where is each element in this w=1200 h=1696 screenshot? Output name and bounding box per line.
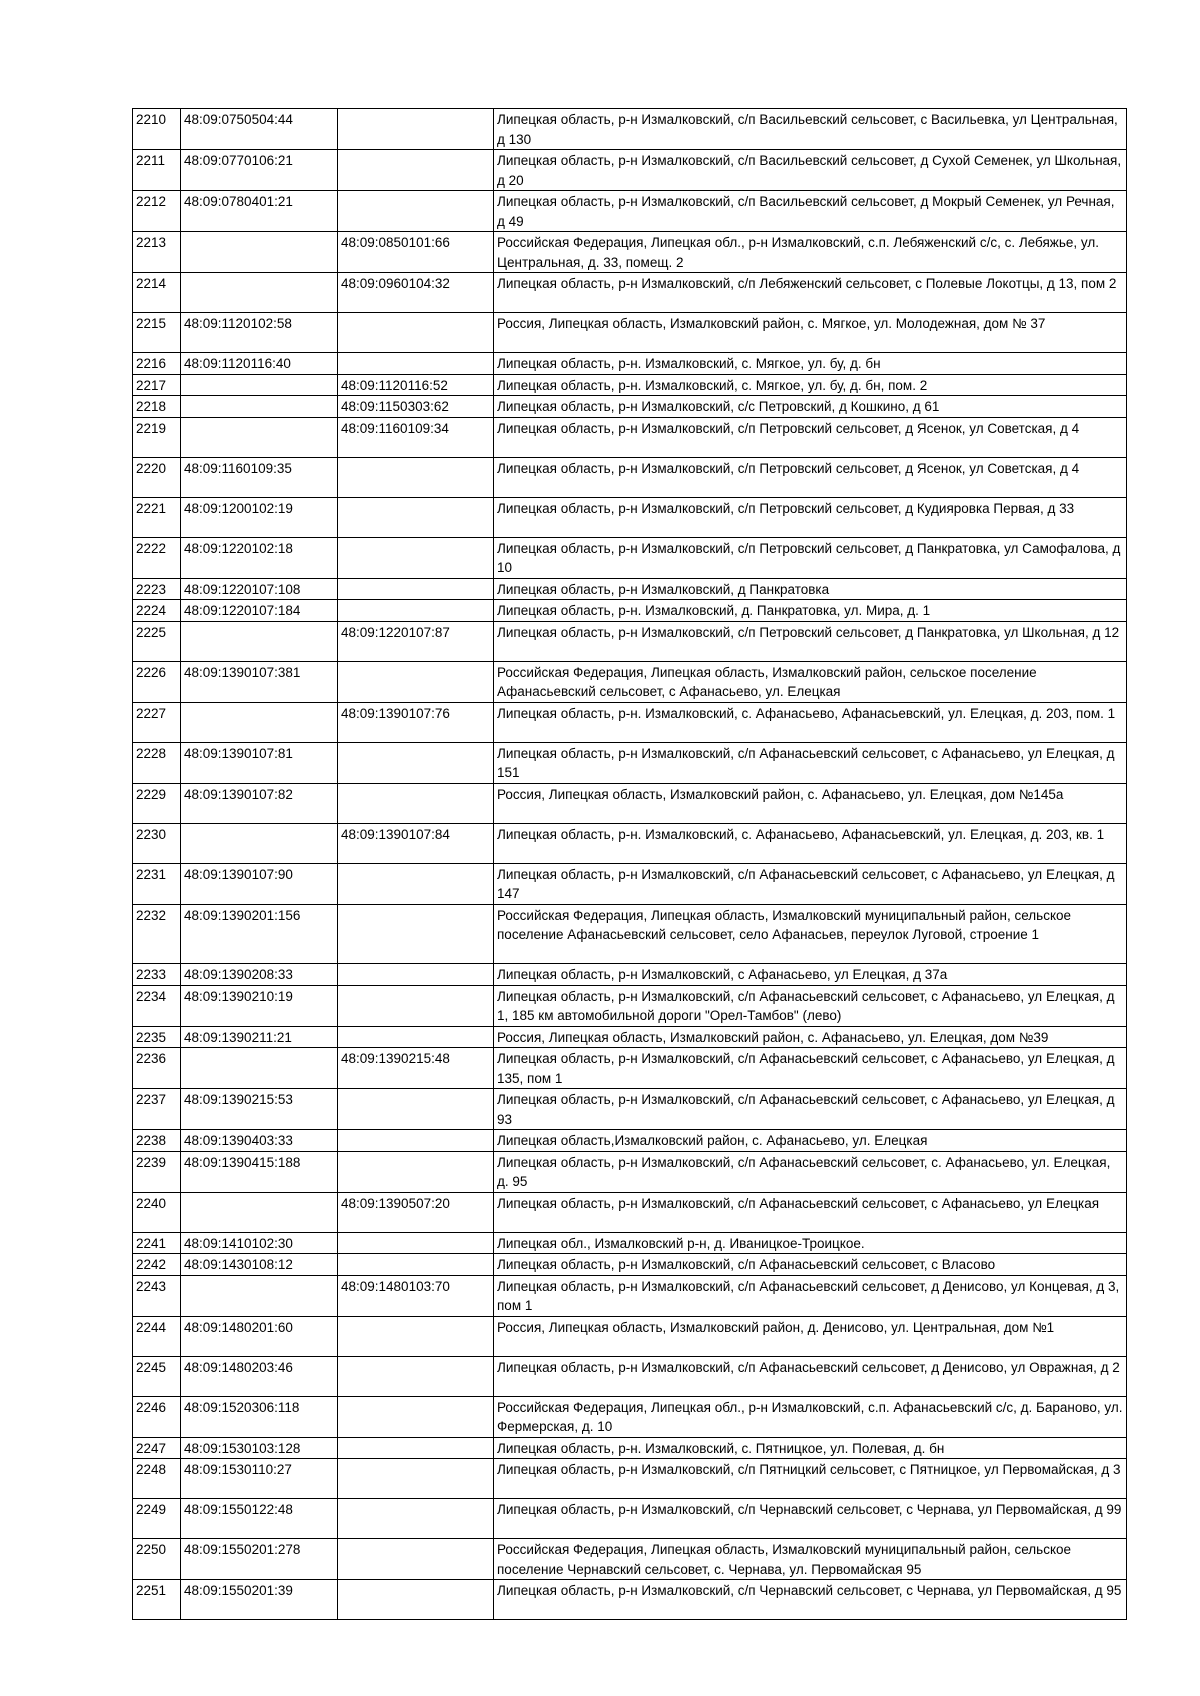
row-number-cell: 2247 (133, 1437, 181, 1459)
table-row (133, 417, 1127, 457)
address-cell: Липецкая область, р-н Измалковский, с/п Афанасьевский сельсовет, с. Афанасьево, ул. Елецкая, д. 95 (494, 1151, 1127, 1192)
row-number-cell: 2235 (133, 1026, 181, 1048)
table-row (133, 457, 1127, 497)
cadastral-number-cell: 48:09:1390107:82 (181, 783, 338, 823)
row-number-cell: 2223 (133, 578, 181, 600)
cadastral-number-cell: 48:09:1390208:33 (181, 964, 338, 986)
premises-cadastral-number-cell (338, 353, 494, 375)
cadastral-number-cell: 48:09:1390107:381 (181, 661, 338, 702)
premises-cadastral-number-cell: 48:09:1120116:52 (338, 374, 494, 396)
cadastral-number-cell (181, 1192, 338, 1232)
table-row (133, 1275, 1127, 1316)
table-row (133, 742, 1127, 783)
address-cell: Россия, Липецкая область, Измалковский район, д. Денисово, ул. Центральная, дом №1 (494, 1316, 1127, 1356)
row-number-cell: 2240 (133, 1192, 181, 1232)
row-number-cell: 2216 (133, 353, 181, 375)
row-number-cell: 2238 (133, 1130, 181, 1152)
address-cell: Липецкая область, р-н Измалковский, с/п Афанасьевский сельсовет, с Афанасьево, ул Елецкая, д 1, 185 км автомобильной дороги "Орел-Тамбов" (лево) (494, 985, 1127, 1026)
row-number-cell: 2221 (133, 497, 181, 537)
address-cell: Липецкая область, р-н Измалковский, с/п Афанасьевский сельсовет, с Афанасьево, ул Елецкая, д 151 (494, 742, 1127, 783)
table-row (133, 150, 1127, 191)
registry-table-body (133, 109, 1127, 1620)
address-cell: Липецкая область, р-н Измалковский, с/п Лебяженский сельсовет, с Полевые Локотцы, д 13, пом 2 (494, 273, 1127, 313)
premises-cadastral-number-cell: 48:09:0960104:32 (338, 273, 494, 313)
address-cell: Липецкая область, р-н. Измалковский, с. Афанасьево, Афанасьевский, ул. Елецкая, д. 203, пом. 1 (494, 702, 1127, 742)
cadastral-number-cell: 48:09:0780401:21 (181, 191, 338, 232)
cadastral-number-cell: 48:09:1390415:188 (181, 1151, 338, 1192)
row-number-cell: 2231 (133, 863, 181, 904)
address-cell: Липецкая область, р-н Измалковский, с/п Афанасьевский сельсовет, с Афанасьево, ул Елецкая, д 93 (494, 1089, 1127, 1130)
cadastral-number-cell: 48:09:1480203:46 (181, 1356, 338, 1396)
premises-cadastral-number-cell: 48:09:1390507:20 (338, 1192, 494, 1232)
address-cell: Липецкая область, р-н Измалковский, с/п Петровский сельсовет, д Кудияровка Первая, д 33 (494, 497, 1127, 537)
address-cell: Россия, Липецкая область, Измалковский район, с. Афанасьево, ул. Елецкая, дом №39 (494, 1026, 1127, 1048)
premises-cadastral-number-cell: 48:09:1150303:62 (338, 396, 494, 418)
premises-cadastral-number-cell (338, 1026, 494, 1048)
address-cell: Российская Федерация, Липецкая область, Измалковский муниципальный район, сельское поселение Афанасьевский сельсовет, село Афанасьев, переулок Луговой, строение 1 (494, 904, 1127, 964)
cadastral-number-cell: 48:09:0750504:44 (181, 109, 338, 150)
address-cell: Липецкая область, р-н Измалковский, с/п Афанасьевский сельсовет, с Власово (494, 1254, 1127, 1276)
premises-cadastral-number-cell (338, 1089, 494, 1130)
table-row (133, 863, 1127, 904)
cadastral-number-cell: 48:09:1520306:118 (181, 1396, 338, 1437)
premises-cadastral-number-cell (338, 1396, 494, 1437)
premises-cadastral-number-cell (338, 661, 494, 702)
table-row (133, 600, 1127, 622)
cadastral-number-cell: 48:09:1200102:19 (181, 497, 338, 537)
row-number-cell: 2214 (133, 273, 181, 313)
cadastral-number-cell: 48:09:1550201:278 (181, 1539, 338, 1580)
address-cell: Липецкая область, р-н Измалковский, с/п Васильевский сельсовет, д Мокрый Семенек, ул Речная, д 49 (494, 191, 1127, 232)
cadastral-number-cell (181, 374, 338, 396)
row-number-cell: 2219 (133, 417, 181, 457)
cadastral-number-cell: 48:09:1550201:39 (181, 1580, 338, 1620)
table-row (133, 1437, 1127, 1459)
table-row (133, 578, 1127, 600)
address-cell: Липецкая область, р-н Измалковский, с/п Афанасьевский сельсовет, д Денисово, ул Овражная, д 2 (494, 1356, 1127, 1396)
row-number-cell: 2228 (133, 742, 181, 783)
cadastral-number-cell: 48:09:1530110:27 (181, 1459, 338, 1499)
address-cell: Липецкая область, р-н. Измалковский, с. Афанасьево, Афанасьевский, ул. Елецкая, д. 203, кв. 1 (494, 823, 1127, 863)
row-number-cell: 2246 (133, 1396, 181, 1437)
address-cell: Липецкая область, р-н Измалковский, с/п Афанасьевский сельсовет, с Афанасьево, ул Елецкая (494, 1192, 1127, 1232)
premises-cadastral-number-cell: 48:09:1390107:84 (338, 823, 494, 863)
premises-cadastral-number-cell (338, 457, 494, 497)
address-cell: Липецкая область, р-н Измалковский, с/п Чернавский сельсовет, с Чернава, ул Первомайская, д 95 (494, 1580, 1127, 1620)
row-number-cell: 2233 (133, 964, 181, 986)
cadastral-number-cell: 48:09:1530103:128 (181, 1437, 338, 1459)
premises-cadastral-number-cell: 48:09:1390107:76 (338, 702, 494, 742)
row-number-cell: 2242 (133, 1254, 181, 1276)
cadastral-number-cell: 48:09:1390107:90 (181, 863, 338, 904)
cadastral-number-cell (181, 702, 338, 742)
premises-cadastral-number-cell: 48:09:1220107:87 (338, 621, 494, 661)
table-row (133, 621, 1127, 661)
table-row (133, 1151, 1127, 1192)
table-row (133, 537, 1127, 578)
premises-cadastral-number-cell (338, 1499, 494, 1539)
table-row (133, 1539, 1127, 1580)
table-row (133, 1316, 1127, 1356)
row-number-cell: 2224 (133, 600, 181, 622)
premises-cadastral-number-cell (338, 109, 494, 150)
cadastral-number-cell: 48:09:1430108:12 (181, 1254, 338, 1276)
premises-cadastral-number-cell (338, 1254, 494, 1276)
row-number-cell: 2232 (133, 904, 181, 964)
table-row (133, 1580, 1127, 1620)
row-number-cell: 2227 (133, 702, 181, 742)
row-number-cell: 2212 (133, 191, 181, 232)
address-cell: Липецкая область, р-н Измалковский, д Панкратовка (494, 578, 1127, 600)
address-cell: Липецкая область, р-н Измалковский, с/п Пятницкий сельсовет, с Пятницкое, ул Первомайская, д 3 (494, 1459, 1127, 1499)
address-cell: Липецкая область, р-н Измалковский, с/п Васильевский сельсовет, д Сухой Семенек, ул Школьная, д 20 (494, 150, 1127, 191)
premises-cadastral-number-cell (338, 783, 494, 823)
address-cell: Российская Федерация, Липецкая обл., р-н Измалковский, с.п. Афанасьевский с/с, д. Бараново, ул. Фермерская, д. 10 (494, 1396, 1127, 1437)
address-cell: Липецкая область, р-н Измалковский, с Афанасьево, ул Елецкая, д 37а (494, 964, 1127, 986)
row-number-cell: 2213 (133, 232, 181, 273)
premises-cadastral-number-cell (338, 600, 494, 622)
premises-cadastral-number-cell (338, 904, 494, 964)
premises-cadastral-number-cell (338, 1316, 494, 1356)
row-number-cell: 2239 (133, 1151, 181, 1192)
table-row (133, 985, 1127, 1026)
address-cell: Липецкая область, р-н Измалковский, с/п Петровский сельсовет, д Панкратовка, ул Самофалова, д 10 (494, 537, 1127, 578)
premises-cadastral-number-cell: 48:09:1160109:34 (338, 417, 494, 457)
premises-cadastral-number-cell (338, 497, 494, 537)
address-cell: Россия, Липецкая область, Измалковский район, с. Афанасьево, ул. Елецкая, дом №145а (494, 783, 1127, 823)
address-cell: Липецкая область, р-н Измалковский, с/п Петровский сельсовет, д Ясенок, ул Советская, д 4 (494, 457, 1127, 497)
table-row (133, 1130, 1127, 1152)
table-row (133, 1396, 1127, 1437)
premises-cadastral-number-cell (338, 1151, 494, 1192)
row-number-cell: 2226 (133, 661, 181, 702)
address-cell: Липецкая область, р-н Измалковский, с/п Афанасьевский сельсовет, с Афанасьево, ул Елецкая, д 147 (494, 863, 1127, 904)
row-number-cell: 2245 (133, 1356, 181, 1396)
row-number-cell: 2243 (133, 1275, 181, 1316)
cadastral-number-cell (181, 232, 338, 273)
table-row (133, 396, 1127, 418)
address-cell: Липецкая область, р-н Измалковский, с/с Петровский, д Кошкино, д 61 (494, 396, 1127, 418)
cadastral-number-cell: 48:09:1410102:30 (181, 1232, 338, 1254)
premises-cadastral-number-cell (338, 1459, 494, 1499)
cadastral-number-cell: 48:09:1480201:60 (181, 1316, 338, 1356)
row-number-cell: 2241 (133, 1232, 181, 1254)
premises-cadastral-number-cell (338, 578, 494, 600)
table-row (133, 702, 1127, 742)
premises-cadastral-number-cell (338, 537, 494, 578)
table-row (133, 497, 1127, 537)
premises-cadastral-number-cell (338, 742, 494, 783)
premises-cadastral-number-cell (338, 1356, 494, 1396)
cadastral-number-cell: 48:09:1220107:184 (181, 600, 338, 622)
row-number-cell: 2236 (133, 1048, 181, 1089)
cadastral-number-cell (181, 1275, 338, 1316)
table-row (133, 1499, 1127, 1539)
address-cell: Липецкая область, р-н Измалковский, с/п Афанасьевский сельсовет, с Афанасьево, ул Елецкая, д 135, пом 1 (494, 1048, 1127, 1089)
table-row (133, 374, 1127, 396)
registry-table (132, 108, 1127, 1620)
premises-cadastral-number-cell (338, 150, 494, 191)
table-row (133, 109, 1127, 150)
cadastral-number-cell: 48:09:0770106:21 (181, 150, 338, 191)
address-cell: Липецкая область, р-н Измалковский, с/п Чернавский сельсовет, с Чернава, ул Первомайская, д 99 (494, 1499, 1127, 1539)
address-cell: Российская Федерация, Липецкая область, Измалковский район, сельское поселение Афанасьевский сельсовет, с Афанасьево, ул. Елецкая (494, 661, 1127, 702)
premises-cadastral-number-cell (338, 1580, 494, 1620)
cadastral-number-cell (181, 621, 338, 661)
address-cell: Липецкая область, р-н Измалковский, с/п Васильевский сельсовет, с Васильевка, ул Центральная, д 130 (494, 109, 1127, 150)
table-row (133, 1232, 1127, 1254)
table-row (133, 661, 1127, 702)
row-number-cell: 2211 (133, 150, 181, 191)
row-number-cell: 2215 (133, 313, 181, 353)
table-row (133, 1356, 1127, 1396)
cadastral-number-cell (181, 1048, 338, 1089)
cadastral-number-cell (181, 396, 338, 418)
premises-cadastral-number-cell: 48:09:1390215:48 (338, 1048, 494, 1089)
table-row (133, 1254, 1127, 1276)
address-cell: Российская Федерация, Липецкая обл., р-н Измалковский, с.п. Лебяженский с/с, с. Лебяжье, ул. Центральная, д. 33, помещ. 2 (494, 232, 1127, 273)
address-cell: Липецкая область, р-н Измалковский, с/п Афанасьевский сельсовет, д Денисово, ул Концевая, д 3, пом 1 (494, 1275, 1127, 1316)
address-cell: Липецкая область, р-н. Измалковский, с. Мягкое, ул. бу, д. бн, пом. 2 (494, 374, 1127, 396)
row-number-cell: 2225 (133, 621, 181, 661)
row-number-cell: 2220 (133, 457, 181, 497)
premises-cadastral-number-cell (338, 1130, 494, 1152)
row-number-cell: 2244 (133, 1316, 181, 1356)
row-number-cell: 2237 (133, 1089, 181, 1130)
cadastral-number-cell: 48:09:1390201:156 (181, 904, 338, 964)
table-row (133, 1089, 1127, 1130)
row-number-cell: 2248 (133, 1459, 181, 1499)
row-number-cell: 2249 (133, 1499, 181, 1539)
address-cell: Липецкая область, р-н. Измалковский, с. Пятницкое, ул. Полевая, д. бн (494, 1437, 1127, 1459)
row-number-cell: 2218 (133, 396, 181, 418)
address-cell: Липецкая область, р-н Измалковский, с/п Петровский сельсовет, д Ясенок, ул Советская, д 4 (494, 417, 1127, 457)
address-cell: Российская Федерация, Липецкая область, Измалковский муниципальный район, сельское поселение Чернавский сельсовет, с. Чернава, ул. Первомайская 95 (494, 1539, 1127, 1580)
cadastral-number-cell: 48:09:1390215:53 (181, 1089, 338, 1130)
row-number-cell: 2230 (133, 823, 181, 863)
premises-cadastral-number-cell: 48:09:0850101:66 (338, 232, 494, 273)
cadastral-number-cell (181, 273, 338, 313)
address-cell: Липецкая область, р-н. Измалковский, д. Панкратовка, ул. Мира, д. 1 (494, 600, 1127, 622)
row-number-cell: 2229 (133, 783, 181, 823)
cadastral-number-cell: 48:09:1120116:40 (181, 353, 338, 375)
table-row (133, 823, 1127, 863)
cadastral-number-cell: 48:09:1120102:58 (181, 313, 338, 353)
table-row (133, 904, 1127, 964)
address-cell: Россия, Липецкая область, Измалковский район, с. Мягкое, ул. Молодежная, дом № 37 (494, 313, 1127, 353)
row-number-cell: 2251 (133, 1580, 181, 1620)
table-row (133, 232, 1127, 273)
premises-cadastral-number-cell (338, 1232, 494, 1254)
cadastral-number-cell: 48:09:1220107:108 (181, 578, 338, 600)
cadastral-number-cell: 48:09:1160109:35 (181, 457, 338, 497)
premises-cadastral-number-cell (338, 863, 494, 904)
table-row (133, 964, 1127, 986)
cadastral-number-cell: 48:09:1390211:21 (181, 1026, 338, 1048)
premises-cadastral-number-cell (338, 1539, 494, 1580)
premises-cadastral-number-cell (338, 964, 494, 986)
address-cell: Липецкая область, р-н. Измалковский, с. Мягкое, ул. бу, д. бн (494, 353, 1127, 375)
premises-cadastral-number-cell (338, 985, 494, 1026)
cadastral-number-cell: 48:09:1390107:81 (181, 742, 338, 783)
cadastral-number-cell: 48:09:1390210:19 (181, 985, 338, 1026)
table-row (133, 191, 1127, 232)
table-row (133, 1192, 1127, 1232)
premises-cadastral-number-cell (338, 313, 494, 353)
cadastral-number-cell (181, 417, 338, 457)
address-cell: Липецкая область,Измалковский район, с. Афанасьево, ул. Елецкая (494, 1130, 1127, 1152)
cadastral-number-cell: 48:09:1390403:33 (181, 1130, 338, 1152)
address-cell: Липецкая обл., Измалковский р-н, д. Иваницкое-Троицкое. (494, 1232, 1127, 1254)
table-row (133, 1459, 1127, 1499)
premises-cadastral-number-cell (338, 1437, 494, 1459)
premises-cadastral-number-cell: 48:09:1480103:70 (338, 1275, 494, 1316)
table-row (133, 783, 1127, 823)
premises-cadastral-number-cell (338, 191, 494, 232)
cadastral-number-cell (181, 823, 338, 863)
row-number-cell: 2234 (133, 985, 181, 1026)
row-number-cell: 2222 (133, 537, 181, 578)
row-number-cell: 2210 (133, 109, 181, 150)
table-row (133, 273, 1127, 313)
table-row (133, 1026, 1127, 1048)
cadastral-number-cell: 48:09:1220102:18 (181, 537, 338, 578)
row-number-cell: 2250 (133, 1539, 181, 1580)
row-number-cell: 2217 (133, 374, 181, 396)
cadastral-number-cell: 48:09:1550122:48 (181, 1499, 338, 1539)
table-row (133, 1048, 1127, 1089)
table-row (133, 353, 1127, 375)
address-cell: Липецкая область, р-н Измалковский, с/п Петровский сельсовет, д Панкратовка, ул Школьная, д 12 (494, 621, 1127, 661)
table-row (133, 313, 1127, 353)
